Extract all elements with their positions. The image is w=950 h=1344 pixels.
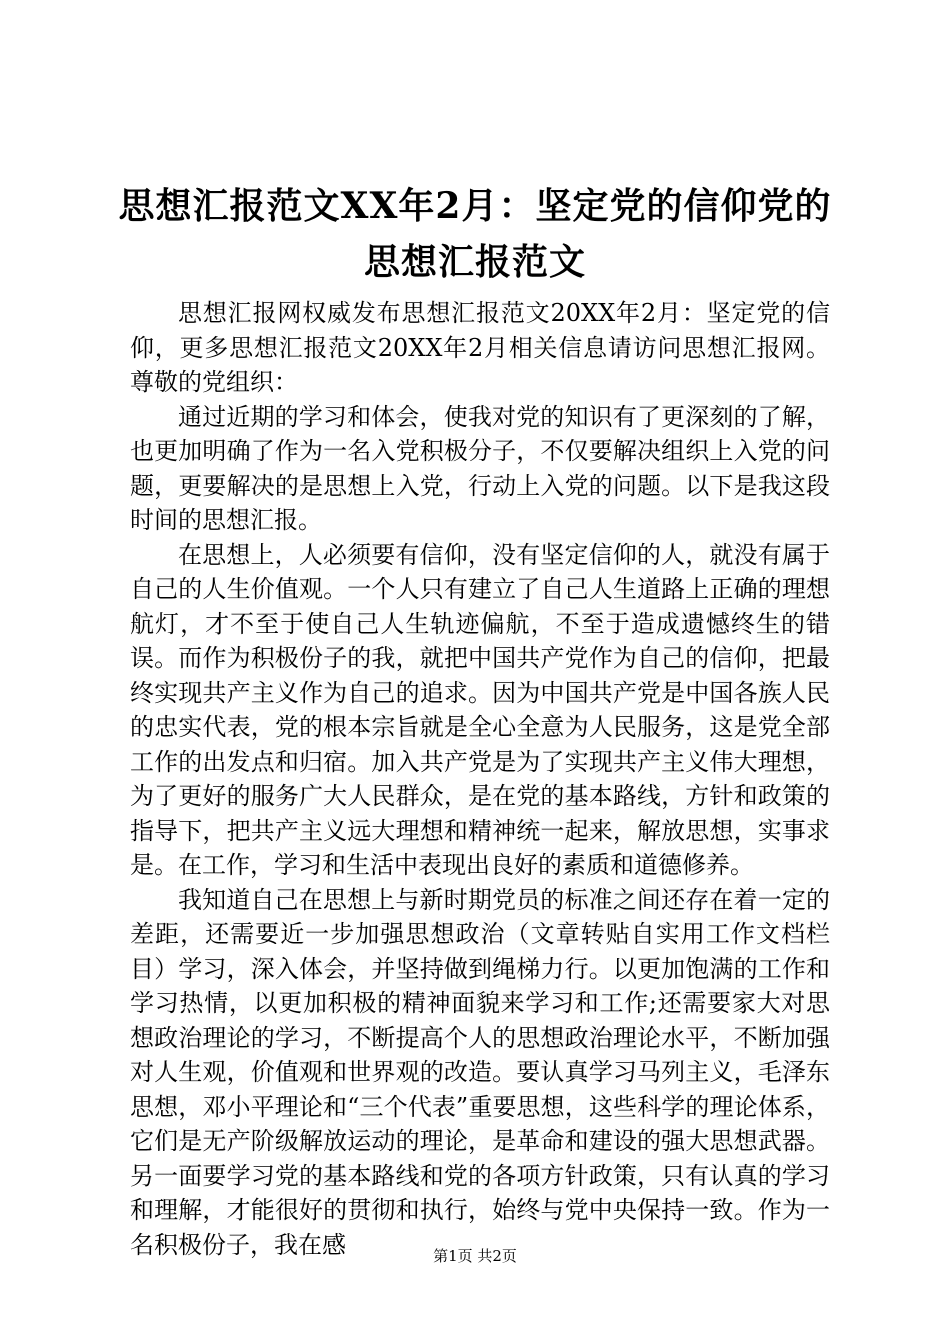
document-title <box>110 178 840 290</box>
document-body <box>130 296 830 1262</box>
title-line-1: 思想汇报范文XX年2月：坚定党的信仰党的 <box>118 185 832 227</box>
paragraph-1: 思想汇报网权威发布思想汇报范文20XX年2月：坚定党的信仰，更多思想汇报范文20XX年2月相关信息请访问思想汇报网。尊敬的党组织： <box>130 299 830 396</box>
paragraph-2: 通过近期的学习和体会，使我对党的知识有了更深刻的了解，也更加明确了作为一名入党积极分子，不仅要解决组织上入党的问题，更要解决的是思想上入党，行动上入党的问题。以下是我这段时间的思想汇报。 <box>130 402 830 534</box>
title-line-2: 思想汇报范文 <box>363 241 586 283</box>
page-number-footer: 第1页 共2页 <box>433 1247 517 1265</box>
paragraph-4: 我知道自己在思想上与新时期党员的标准之间还存在着一定的差距，还需要近一步加强思想政治（文章转贴自实用工作文档栏目）学习，深入体会，并坚持做到绳梯力行。以更加饱满的工作和学习热情，以更加积极的精神面貌来学习和工作;还需要家大对思想政治理论的学习，不断提高个人的思想政治理论水平，不断加强对人生观，价值观和世界观的改造。要认真学习马列主义，毛泽东思想，邓小平理论和“三个代表”重要思想，这些科学的理论体系，它们是无产阶级解放运动的理论，是革命和建设的强大思想武器。另一面要学习党的基本路线和党的各项方针政策，只有认真的学习和理解，才能很好的贯彻和执行，始终与党中央保持一致。作为一名积极份子，我在感 <box>130 885 830 1259</box>
paragraph-3: 在思想上，人必须要有信仰，没有坚定信仰的人，就没有属于自己的人生价值观。一个人只有建立了自己人生道路上正确的理想航灯，才不至于使自己人生轨迹偏航，不至于造成遗憾终生的错误。而作为积极份子的我，就把中国共产党作为自己的信仰，把最终实现共产主义作为自己的追求。因为中国共产党是中国各族人民的忠实代表，党的根本宗旨就是全心全意为人民服务，这是党全部工作的出发点和归宿。加入共产党是为了实现共产主义伟大理想，为了更好的服务广大人民群众，是在党的基本路线，方针和政策的指导下，把共产主义远大理想和精神统一起来，解放思想，实事求是。在工作，学习和生活中表现出良好的素质和道德修养。 <box>130 540 830 879</box>
